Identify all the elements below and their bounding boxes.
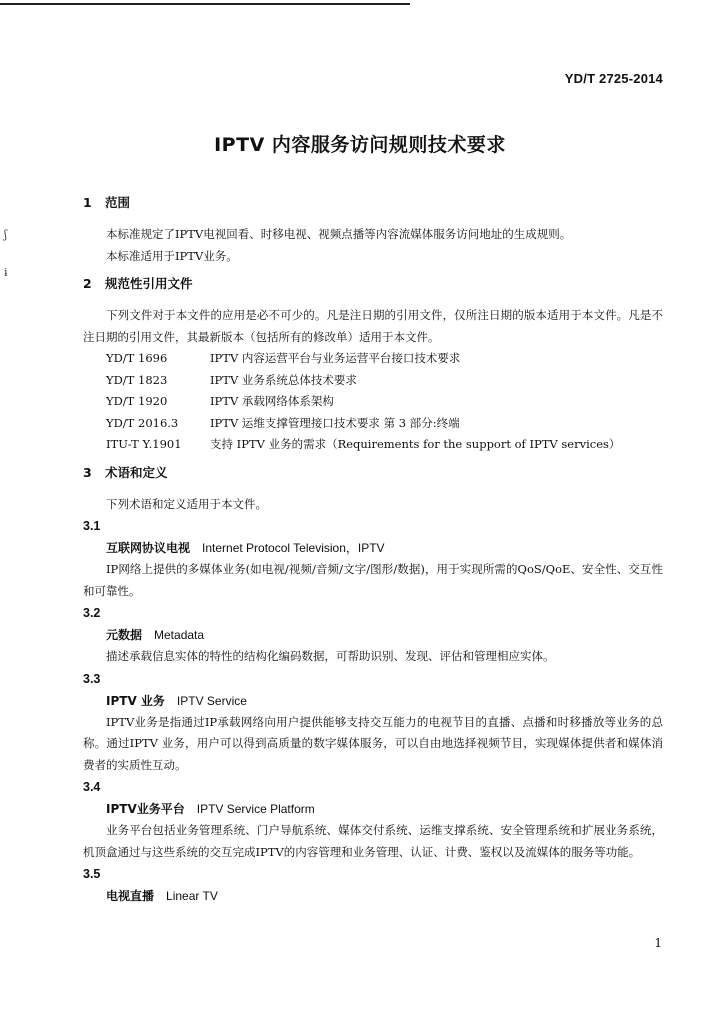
- top-border-line: [0, 3, 410, 5]
- paragraph: 下列术语和定义适用于本文件。: [106, 496, 267, 511]
- reference-item: [106, 434, 663, 456]
- reference-code: YD/T 1920: [106, 394, 168, 408]
- reference-title: IPTV 内容运营平台与业务运营平台接口技术要求: [210, 351, 461, 365]
- term-definition: 业务平台包括业务管理系统、门户导航系统、媒体交付系统、运维支撑系统、安全管理系统和扩展业务系统，机顶盒通过与这些系统的交互完成IPTV的内容管理和业务管理、认证、计费、鉴权以及流媒体的服务等功能。: [83, 823, 663, 859]
- section-number: 2: [83, 276, 92, 291]
- term-number: 3.5: [83, 867, 101, 881]
- reference-item: [106, 348, 663, 370]
- reference-item: [106, 413, 663, 435]
- paragraph: 下列文件对于本文件的应用是必不可少的。凡是注日期的引用文件，仅所注日期的版本适用于本文件。凡是不注日期的引用文件，其最新版本（包括所有的修改单）适用于本文件。: [83, 308, 663, 344]
- document-title: IPTV 内容服务访问规则技术要求: [214, 134, 506, 156]
- standard-number: YD/T 2725-2014: [564, 71, 663, 86]
- section-number: 3: [83, 464, 92, 480]
- reference-code: YD/T 2016.3: [106, 415, 179, 430]
- scan-mark: ɨ: [4, 266, 8, 279]
- reference-item: [106, 370, 663, 392]
- reference-code: YD/T 1823: [106, 372, 168, 387]
- section-title: 术语和定义: [105, 464, 168, 480]
- reference-list: [106, 348, 663, 456]
- term-cn: 元数据: [106, 628, 143, 642]
- reference-title: IPTV 承载网络体系架构: [210, 394, 334, 408]
- term-definition: IPTV业务是指通过IP承载网络向用户提供能够支持交互能力的电视节目的直播、点播和时移播放等业务的总称。通过IPTV 业务，用户可以得到高质量的数字媒体服务，可以自由地选择视频节目，实现媒体提供者和媒体消费者的实质性互动。: [83, 714, 663, 772]
- paragraph: 本标准规定了IPTV电视回看、时移电视、视频点播等内容流媒体服务访问地址的生成规则。: [106, 227, 572, 241]
- term-number: 3.2: [83, 606, 101, 620]
- reference-title: 支持 IPTV 业务的需求（Requirements for the support of IPTV services）: [210, 437, 621, 451]
- term-heading: [106, 537, 663, 559]
- term-heading: [106, 798, 663, 820]
- term-heading: [106, 690, 663, 712]
- term-number: 3.4: [83, 780, 101, 794]
- reference-title: IPTV 业务系统总体技术要求: [210, 372, 357, 387]
- section-title: 范围: [105, 195, 131, 210]
- term-cn: 互联网协议电视: [106, 541, 191, 555]
- term-en: Internet Protocol Television，IPTV: [202, 541, 385, 555]
- term-en: IPTV Service: [176, 693, 247, 708]
- term-cn: 电视直播: [106, 889, 155, 903]
- reference-code: ITU-T Y.1901: [106, 437, 182, 451]
- reference-code: YD/T 1696: [106, 351, 168, 365]
- term-definition: 描述承载信息实体的特性的结构化编码数据，可帮助识别、发现、评估和管理相应实体。: [106, 649, 555, 663]
- paragraph: 本标准适用于IPTV业务。: [106, 248, 238, 263]
- reference-item: [106, 391, 663, 413]
- page-number: 1: [654, 936, 662, 950]
- term-en: IPTV Service Platform: [196, 802, 315, 816]
- scan-mark: ʃ: [4, 228, 7, 241]
- section-number: 1: [83, 195, 92, 210]
- section-heading-terms: [83, 462, 663, 484]
- term-heading: [106, 885, 663, 907]
- term-number: 3.1: [83, 519, 101, 533]
- term-en: Linear TV: [166, 889, 218, 903]
- reference-title: IPTV 运维支撑管理接口技术要求 第 3 部分:终端: [210, 415, 460, 430]
- term-en: Metadata: [154, 628, 205, 642]
- term-cn: IPTV 业务: [106, 693, 165, 708]
- section-heading-normative: [83, 273, 663, 295]
- term-definition: IP网络上提供的多媒体业务(如电视/视频/音频/文字/图形/数据)，用于实现所需的QoS/QoE、安全性、交互性和可靠性。: [83, 562, 663, 598]
- term-number: 3.3: [83, 671, 101, 686]
- term-heading: [106, 624, 663, 646]
- section-heading-scope: [83, 192, 663, 214]
- section-title: 规范性引用文件: [105, 276, 193, 291]
- term-cn: IPTV业务平台: [106, 802, 185, 816]
- document-body: [83, 192, 663, 907]
